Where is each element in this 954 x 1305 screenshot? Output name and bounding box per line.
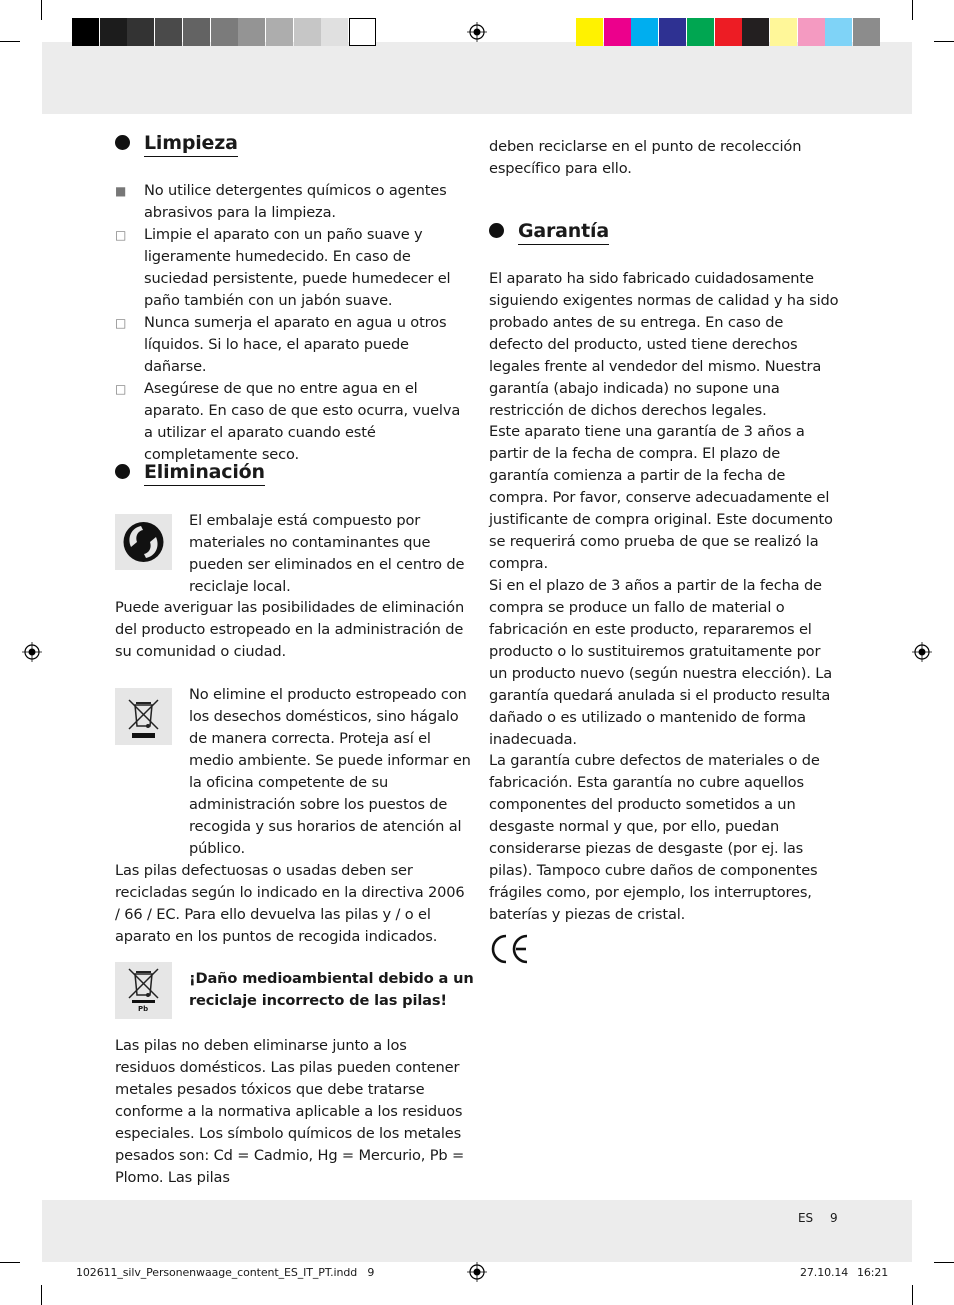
color-swatch [631,18,658,46]
green-dot-recycling-icon [115,514,172,570]
bullet-dot [115,464,130,479]
gray-swatch [155,18,182,46]
color-swatch [742,18,769,46]
color-swatch [715,18,742,46]
gray-swatch [183,18,210,46]
file-name: 102611_silv_Personenwaage_content_ES_IT_PT.indd 9 [76,1266,375,1279]
footer-band [42,1200,912,1262]
list-item: □ Limpie el aparato con un paño suave y ligeramente humedecido. En caso de suciedad persistente, puede humedecer el paño también con un jabón suave. [115,226,451,309]
page-number: 9 [830,1211,838,1225]
color-swatch [770,18,797,46]
color-swatch [798,18,825,46]
section-heading-garantia: Garantía [489,220,609,242]
crossed-bin-icon [115,688,172,745]
registration-mark-icon [467,1262,487,1282]
print-date: 27.10.14 [800,1266,849,1279]
ce-mark-icon [488,933,530,965]
battery-warning-text: ¡Daño medioambiental debido a un reciclaje incorrecto de las pilas! [189,970,474,1009]
header-band [42,42,912,114]
gray-swatch [72,18,99,46]
color-swatch [604,18,631,46]
disposal-options-text: Puede averiguar las posibilidades de eliminación del producto estropeado en la administración de su comunidad o ciudad. [115,599,465,660]
list-item: □ Nunca sumerja el aparato en agua u otros líquidos. Si lo hace, el aparato puede dañarse. [115,314,447,375]
packaging-text: El embalaje está compuesto por materiales no contaminantes que pueden ser eliminados en el centro de reciclaje local. [189,512,465,595]
warranty-paragraph-1: El aparato ha sido fabricado cuidadosamente siguiendo exigentes normas de calidad y ha sido probado antes de su entrega. En caso de defecto del producto, usted tiene derechos legales frente al vendedor del mismo. Nuestra garantía (abajo indicada) no supone una restricción de dichos derechos legales. [489,270,839,419]
color-swatch [687,18,714,46]
color-swatch [576,18,603,46]
batteries-text: Las pilas defectuosas o usadas deben ser recicladas según lo indicado en la directiva 2006 / 66 / EC. Para ello devuelva las pilas y / o el aparato en los puntos de recogida indicados. [115,862,465,945]
list-item: ■ No utilice detergentes químicos o agentes abrasivos para la limpieza. [115,182,447,221]
warranty-paragraph-4: La garantía cubre defectos de materiales o de fabricación. Esta garantía no cubre aquellos componentes del producto sometidos a un desgaste normal y que, por ello, puedan considerarse piezas de desgaste (por ej. las pilas). Tampoco cubre daños de componentes frágiles como, por ejemplo, los interruptores, baterías y piezas de cristal. [489,752,820,923]
gray-swatch [266,18,293,46]
battery-bin-pb-icon: Pb [115,962,172,1019]
gray-swatch [100,18,127,46]
gray-swatch [349,18,376,46]
warranty-paragraph-3: Si en el plazo de 3 años a partir de la fecha de compra se produce un fallo de material o fabricación en este producto, repararemos el producto o lo sustituiremos gratuitamente por un producto nuevo (según nuestra elección). La garantía quedará anulada si el producto resulta dañado o es utilizado o mantenido de forma inadecuada. [489,577,833,748]
registration-mark-icon [22,642,42,662]
color-swatch [659,18,686,46]
section-heading-eliminacion: Eliminación [115,461,265,483]
color-swatch [853,18,880,46]
gray-swatch [238,18,265,46]
list-item: □ Asegúrese de que no entre agua en el aparato. En caso de que esto ocurra, vuelva a utilizar el aparato cuando esté completamente seco. [115,380,461,463]
registration-mark-icon [912,642,932,662]
gray-swatch [321,18,348,46]
section-heading-limpieza: Limpieza [115,132,238,154]
color-swatch [825,18,852,46]
bullet-dot [115,135,130,150]
gray-swatch [127,18,154,46]
continuation-text: deben reciclarse en el punto de recolección específico para ello. [489,138,802,177]
heavy-metals-text: Las pilas no deben eliminarse junto a los residuos domésticos. Las pilas pueden contener metales pesados tóxicos que debe tratarse conforme a la normativa aplicable a los residuos especiales. Los símbolo químicos de los metales pesados son: Cd = Cadmio, Hg = Mercurio, Pb = Plomo. Las pilas [115,1037,465,1186]
registration-mark-icon [467,22,487,42]
cleaning-instructions-list [115,180,470,466]
language-code: ES [798,1211,813,1225]
weee-text: No elimine el producto estropeado con los desechos domésticos, sino hágalo de manera correcta. Proteja así el medio ambiente. Se puede informar en la oficina competente de su administración sobre los puestos de recogida y sus horarios de atención al público. [189,686,471,857]
gray-swatch [211,18,238,46]
warranty-paragraph-2: Este aparato tiene una garantía de 3 años a partir de la fecha de compra. El plazo de garantía comienza a partir de la fecha de compra. Por favor, conserve adecuadamente el justificante de compra original. Este documento se requerirá como prueba de que se realizó la compra. [489,423,833,572]
print-time: 16:21 [857,1266,889,1279]
gray-swatch [294,18,321,46]
bullet-dot [489,223,504,238]
